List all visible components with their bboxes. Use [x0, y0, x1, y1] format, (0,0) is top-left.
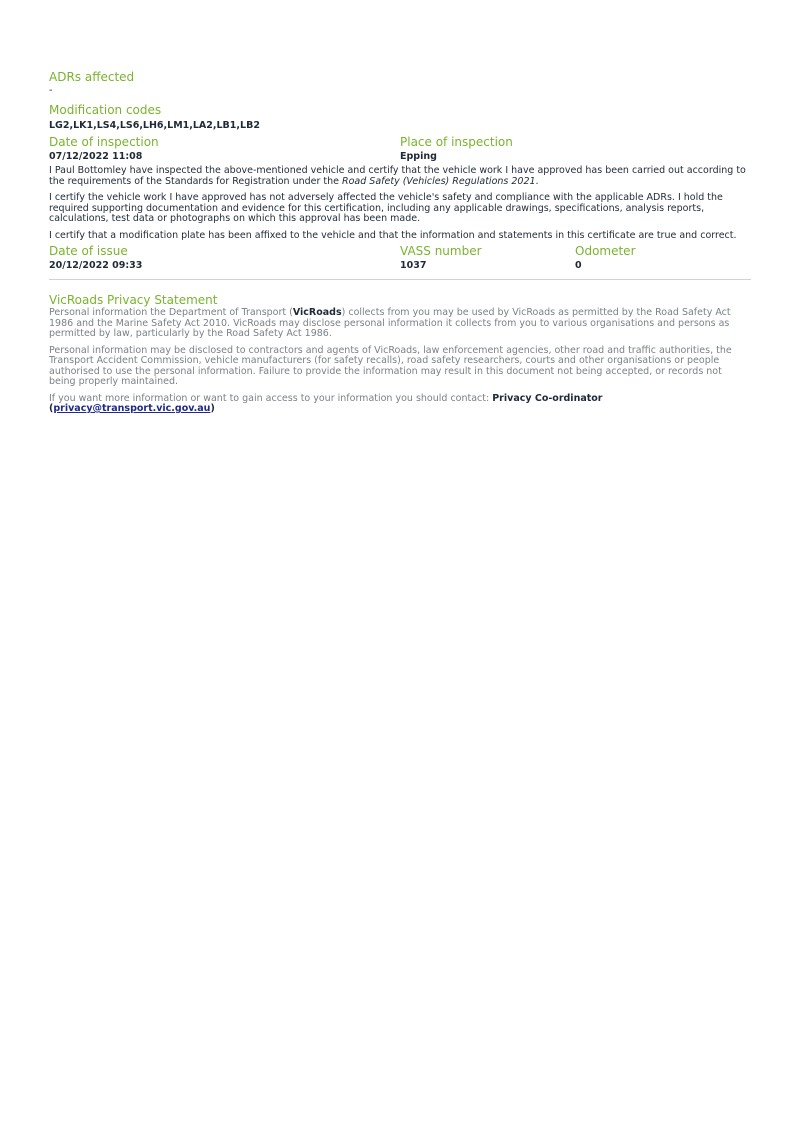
- regulations-title: Road Safety (Vehicles) Regulations 2021: [342, 175, 536, 187]
- adrs-section: [49, 70, 751, 97]
- certification-paragraph-1-end: .: [535, 175, 539, 187]
- adrs-label: ADRs affected: [49, 70, 135, 84]
- inspection-row: [49, 135, 751, 163]
- certification-paragraph-1: [49, 166, 751, 187]
- issue-date-value: 20/12/2022 09:33: [49, 260, 143, 271]
- certification-paragraph-3: I certify that a modification plate has been affixed to the vehicle and that the information and statements in this certificate are true and correct.: [49, 229, 737, 241]
- issue-date-cell: [49, 244, 400, 272]
- section-divider: [49, 279, 751, 280]
- modification-section: [49, 103, 751, 132]
- vass-cell: [400, 244, 575, 272]
- certification-statements: [49, 166, 751, 241]
- privacy-paragraph-1-a: Personal information the Department of Transport (: [49, 307, 293, 318]
- issue-date-label: Date of issue: [49, 244, 128, 258]
- privacy-email-link[interactable]: privacy@transport.vic.gov.au: [53, 403, 211, 414]
- adrs-value: -: [49, 85, 53, 96]
- privacy-paragraph-1-b: ) collects from you may be used by VicRoads as permitted by the Road Safety Act 1986 and the Marine Safety Act 2010. VicRoads may disclose personal information it collects from you to various organisations and persons as permitted by law, particularly by the Road Safety Act 1986.: [49, 307, 731, 339]
- inspection-date-value: 07/12/2022 11:08: [49, 151, 143, 162]
- odometer-value: 0: [575, 260, 582, 271]
- certificate-page: [49, 70, 751, 415]
- modification-label: Modification codes: [49, 103, 162, 117]
- inspection-date-label: Date of inspection: [49, 135, 159, 149]
- paren-close: ): [210, 403, 215, 414]
- paren-open: (: [49, 403, 54, 414]
- inspection-place-value: Epping: [400, 151, 437, 162]
- certification-paragraph-1-text: I Paul Bottomley have inspected the above-mentioned vehicle and certify that the vehicle work I have approved has been carried out according to the requirements of the Standards for Registration under the: [49, 165, 746, 187]
- modification-value: LG2,LK1,LS4,LS6,LH6,LM1,LA2,LB1,LB2: [49, 120, 260, 131]
- vass-label: VASS number: [400, 244, 482, 258]
- privacy-section: [49, 293, 751, 415]
- privacy-paragraph-2: Personal information may be disclosed to contractors and agents of VicRoads, law enforcement agencies, other road and traffic authorities, the Transport Accident Commission, vehicle manufacturers (for safety recalls), road safety researchers, courts and other organisations or people authorised to use the personal information. Failure to provide the information may result in this document not being accepted, or records not being properly maintained.: [49, 344, 732, 387]
- odometer-cell: [575, 244, 751, 272]
- inspection-date-cell: [49, 135, 400, 163]
- issue-row: [49, 244, 751, 272]
- certification-paragraph-2: I certify the vehicle work I have approved has not adversely affected the vehicle's safety and compliance with the applicable ADRs. I hold the required supporting documentation and evidence for this certification, including any applicable drawings, specifications, analysis reports, calculations, test data or photographs on which this approval has been made.: [49, 192, 723, 224]
- odometer-label: Odometer: [575, 244, 636, 258]
- privacy-paragraph-3: [49, 394, 751, 415]
- privacy-contact-name: Privacy Co-ordinator: [492, 392, 603, 404]
- inspection-place-cell: [400, 135, 513, 163]
- inspection-place-label: Place of inspection: [400, 135, 513, 149]
- privacy-paragraph-1: [49, 308, 751, 340]
- vicroads-name: VicRoads: [292, 307, 342, 318]
- privacy-paragraph-3-a: If you want more information or want to gain access to your information you should contact:: [49, 392, 493, 404]
- privacy-heading: VicRoads Privacy Statement: [49, 293, 218, 307]
- vass-value: 1037: [400, 260, 427, 271]
